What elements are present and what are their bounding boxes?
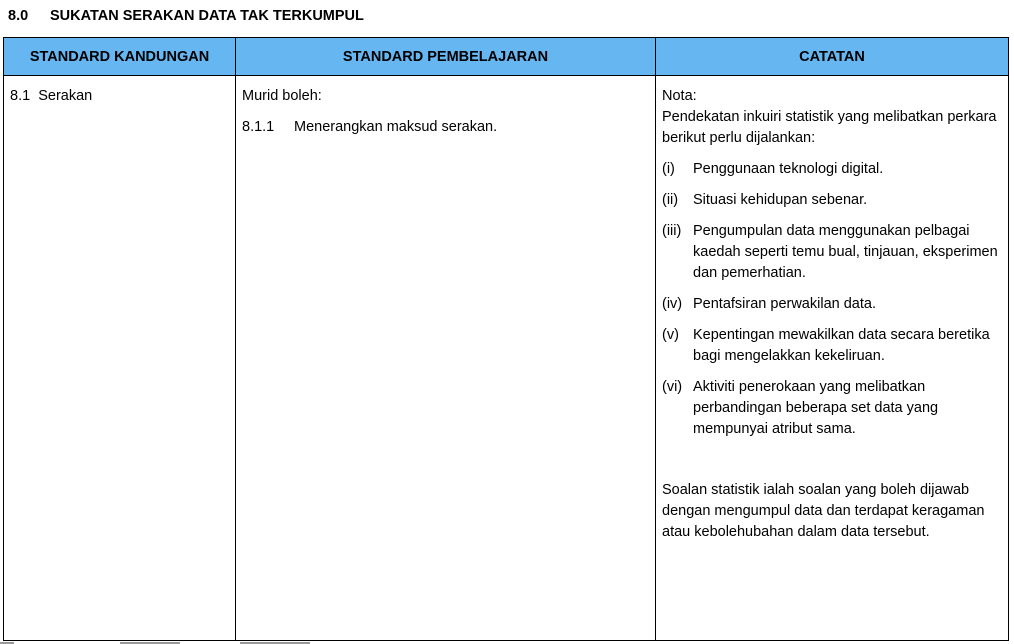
list-marker: (ii) [662,192,679,208]
closing-note: Soalan statistik ialah soalan yang boleh dijawab dengan mengumpul data dan terdapat keragaman atau kebolehubahan dalam data tersebut. [662,482,985,540]
section-title [8,8,364,24]
list-item [662,221,1002,284]
kandungan-code: 8.1 [10,88,31,104]
list-marker: (i) [662,161,675,177]
section-number: 8.0 [8,8,29,24]
list-text: Situasi kehidupan sebenar. [693,192,868,208]
curriculum-table [3,37,1009,641]
list-marker: (iv) [662,296,683,312]
pembelajaran-cell [236,76,656,641]
section-heading: SUKATAN SERAKAN DATA TAK TERKUMPUL [50,8,364,24]
list-item [662,294,1002,315]
list-marker: (vi) [662,379,683,395]
catatan-cell [656,76,1009,641]
table-row [4,76,1009,641]
list-marker: (iii) [662,223,682,239]
list-text: Penggunaan teknologi digital. [693,161,884,177]
pembelajaran-item [242,117,649,138]
nota-label: Nota: [662,88,697,104]
header-standard-pembelajaran: STANDARD PEMBELAJARAN [236,38,656,76]
nota-intro: Pendekatan inkuiri statistik yang melibatkan perkara berikut perlu dijalankan: [662,109,997,146]
pembelajaran-item-text: Menerangkan maksud serakan. [294,119,498,135]
header-standard-kandungan: STANDARD KANDUNGAN [4,38,236,76]
list-marker: (v) [662,327,679,343]
list-text: Aktiviti penerokaan yang melibatkan perbandingan beberapa set data yang mempunyai atribut sama. [693,379,939,437]
pembelajaran-intro: Murid boleh: [242,88,322,104]
list-text: Pentafsiran perwakilan data. [693,296,876,312]
list-item [662,190,1002,211]
header-row [4,38,1009,76]
pembelajaran-item-code: 8.1.1 [242,119,275,135]
kandungan-cell [4,76,236,641]
kandungan-label: Serakan [38,88,93,104]
list-item [662,325,1002,367]
list-item [662,377,1002,440]
list-text: Kepentingan mewakilkan data secara beretika bagi mengelakkan kekeliruan. [693,327,990,364]
list-item [662,159,1002,180]
list-text: Pengumpulan data menggunakan pelbagai kaedah seperti temu bual, tinjauan, eksperimen dan pemerhatian. [693,223,998,281]
header-catatan: CATATAN [656,38,1009,76]
